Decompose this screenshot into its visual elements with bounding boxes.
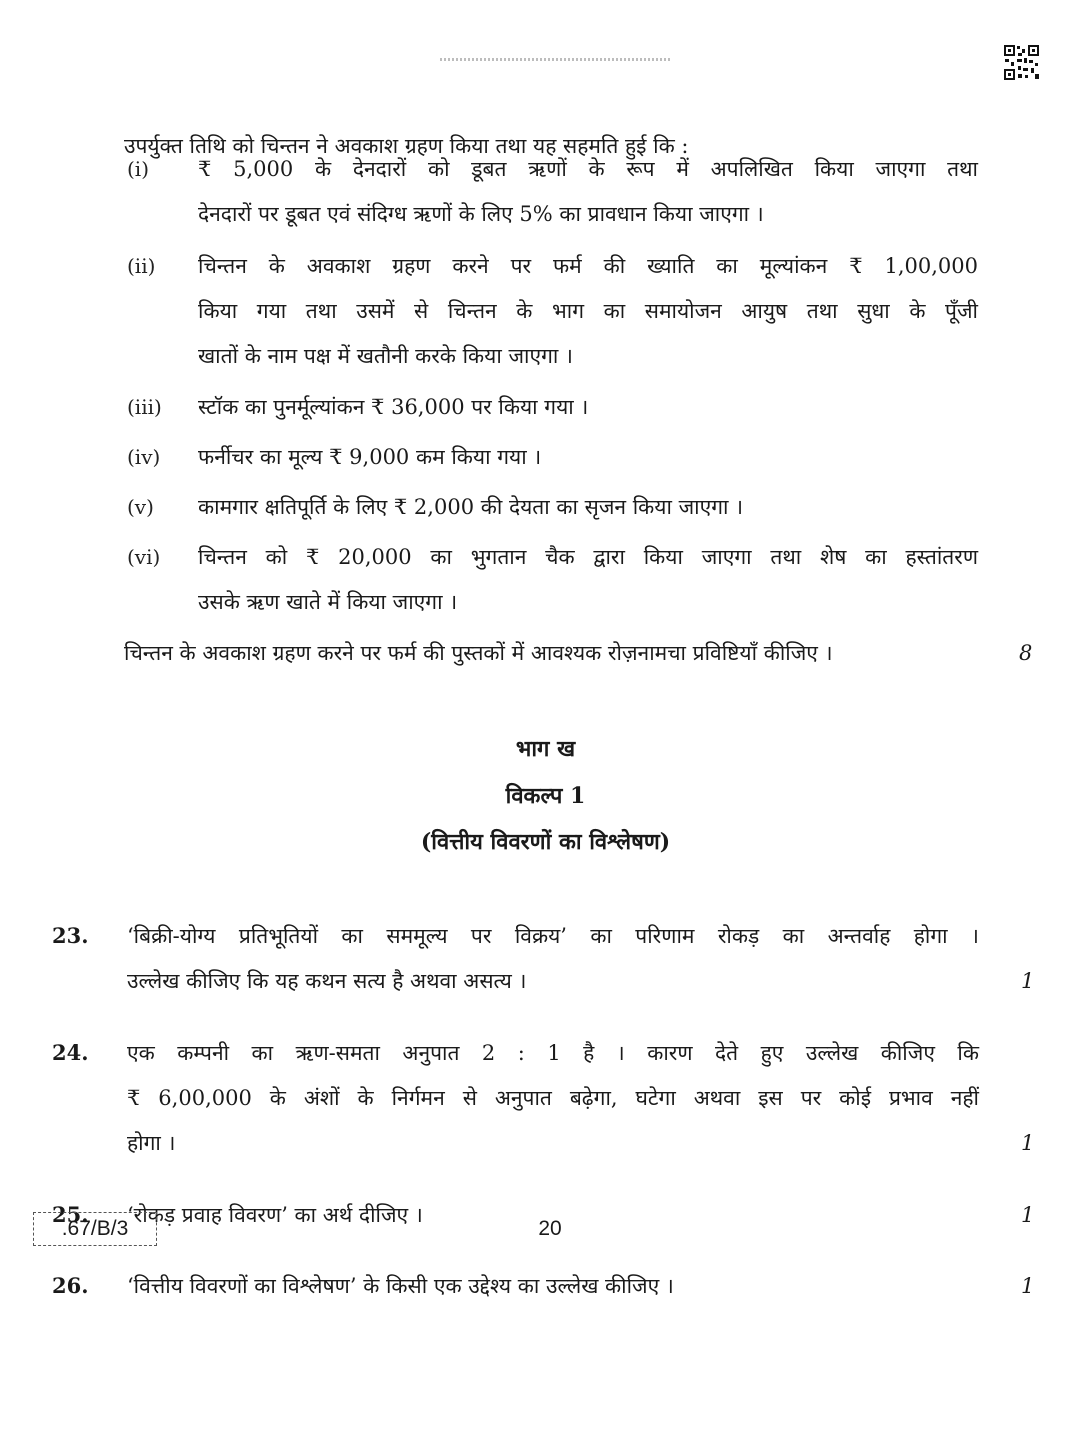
item-number: (vi) bbox=[127, 545, 161, 569]
question-number: 24. bbox=[52, 1040, 89, 1065]
marks-label: 1 bbox=[1021, 1131, 1035, 1155]
item-number: (iv) bbox=[127, 445, 161, 469]
paper-code-box: .67/B/3 bbox=[33, 1212, 157, 1246]
question-text: ₹ 6,00,000 के अंशों के निर्गमन से अनुपात बढ़ेगा, घटेगा अथवा इस पर कोई प्रभाव नहीं bbox=[127, 1086, 979, 1110]
item-text: कामगार क्षतिपूर्ति के लिए ₹ 2,000 की देयता का सृजन किया जाएगा । bbox=[198, 495, 744, 519]
question-number: 25. bbox=[52, 1202, 89, 1227]
question-number: 26. bbox=[52, 1273, 89, 1298]
item-text: खातों के नाम पक्ष में खतौनी करके किया जाएगा । bbox=[198, 344, 573, 368]
question-text: होगा । bbox=[127, 1131, 176, 1155]
question-number: 23. bbox=[52, 923, 89, 948]
section-option-heading: विकल्प 1 bbox=[505, 783, 586, 809]
item-text: किया गया तथा उसमें से चिन्तन के भाग का समायोजन आयुष तथा सुधा के पूँजी bbox=[198, 299, 978, 323]
section-title-heading: (वित्तीय विवरणों का विश्लेषण) bbox=[420, 829, 671, 855]
qr-code-icon bbox=[1003, 44, 1040, 81]
instruction-text: चिन्तन के अवकाश ग्रहण करने पर फर्म की पुस्तकों में आवश्यक रोज़नामचा प्रविष्टियाँ कीजिए । bbox=[124, 641, 833, 665]
item-text: उसके ऋण खाते में किया जाएगा । bbox=[198, 590, 458, 614]
intro-text: उपर्युक्त तिथि को चिन्तन ने अवकाश ग्रहण किया तथा यह सहमति हुई कि : bbox=[124, 134, 689, 158]
question-text: ‘बिक्री-योग्य प्रतिभूतियों का सममूल्य पर विक्रय’ का परिणाम रोकड़ का अन्तर्वाह होगा । bbox=[127, 924, 979, 948]
marks-label: 1 bbox=[1021, 969, 1035, 993]
header-barcode-strip bbox=[440, 58, 672, 61]
item-text: देनदारों पर डूबत एवं संदिग्ध ऋणों के लिए 5% का प्रावधान किया जाएगा । bbox=[198, 202, 764, 226]
item-text: चिन्तन के अवकाश ग्रहण करने पर फर्म की ख्याति का मूल्यांकन ₹ 1,00,000 bbox=[198, 254, 978, 278]
marks-label: 1 bbox=[1021, 1203, 1035, 1227]
question-text: ‘वित्तीय विवरणों का विश्लेषण’ के किसी एक उद्देश्य का उल्लेख कीजिए । bbox=[127, 1274, 674, 1298]
section-part-heading: भाग ख bbox=[515, 736, 576, 762]
item-text: स्टॉक का पुनर्मूल्यांकन ₹ 36,000 पर किया गया । bbox=[198, 395, 589, 419]
item-number: (i) bbox=[127, 157, 150, 181]
page-number: 20 bbox=[538, 1217, 562, 1240]
marks-label: 8 bbox=[1019, 641, 1033, 665]
marks-label: 1 bbox=[1021, 1274, 1035, 1298]
item-number: (iii) bbox=[127, 395, 162, 419]
item-text: ₹ 5,000 के देनदारों को डूबत ऋणों के रूप में अपलिखित किया जाएगा तथा bbox=[198, 157, 978, 181]
question-text: उल्लेख कीजिए कि यह कथन सत्य है अथवा असत्य । bbox=[127, 969, 527, 993]
question-text: ‘रोकड़ प्रवाह विवरण’ का अर्थ दीजिए । bbox=[127, 1203, 423, 1227]
item-text: चिन्तन को ₹ 20,000 का भुगतान चैक द्वारा किया जाएगा तथा शेष का हस्तांतरण bbox=[198, 545, 978, 569]
item-number: (ii) bbox=[127, 254, 156, 278]
question-text: एक कम्पनी का ऋण-समता अनुपात 2 : 1 है । कारण देते हुए उल्लेख कीजिए कि bbox=[127, 1041, 979, 1065]
item-text: फर्नीचर का मूल्य ₹ 9,000 कम किया गया । bbox=[198, 445, 542, 469]
item-number: (v) bbox=[127, 495, 154, 519]
